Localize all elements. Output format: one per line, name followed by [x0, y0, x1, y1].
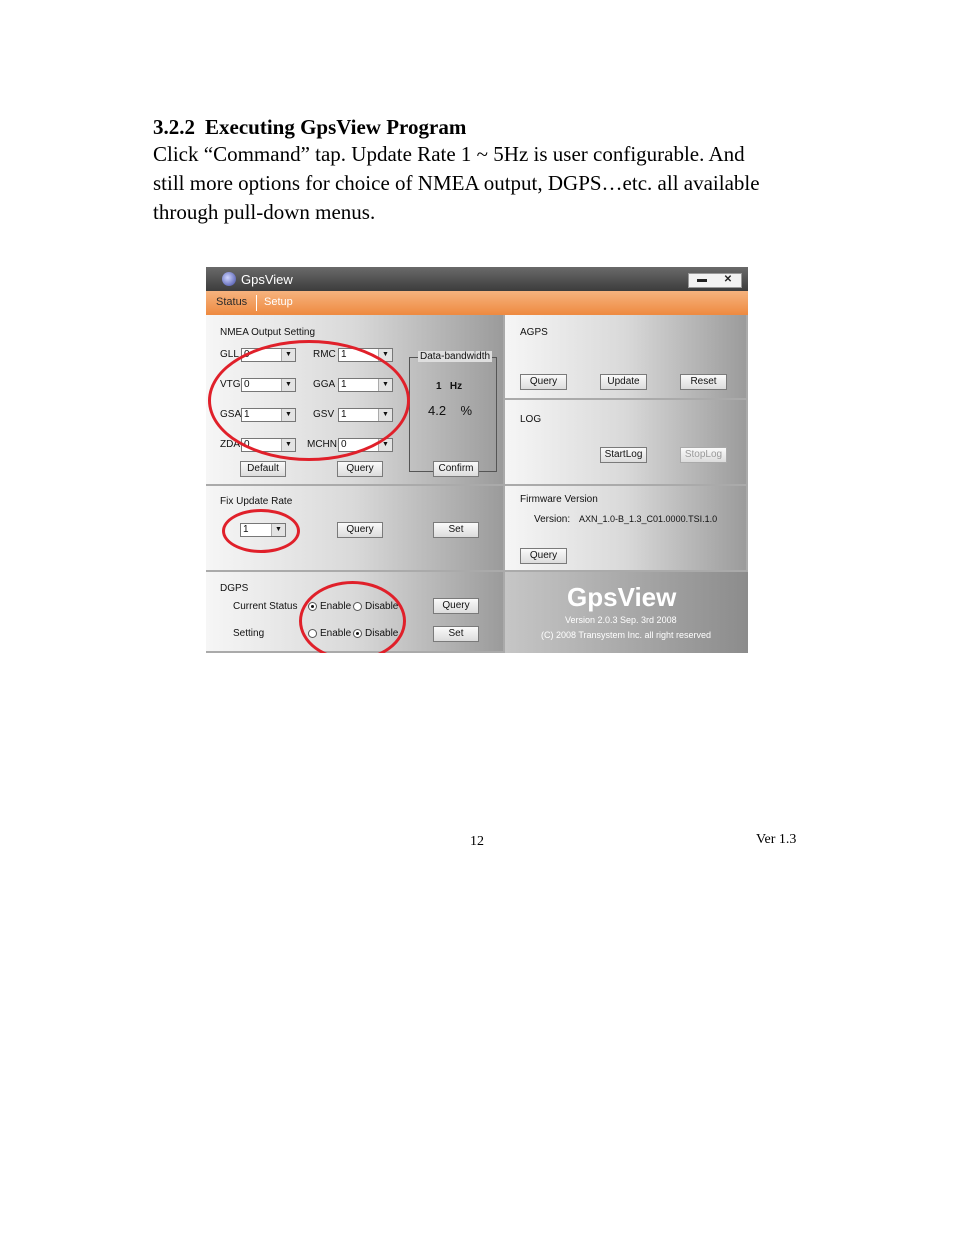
brand-panel: [505, 572, 748, 653]
agps-query-button[interactable]: Query: [520, 374, 567, 390]
bandwidth-percent: 4.2 %: [428, 403, 473, 418]
start-log-button[interactable]: StartLog: [600, 447, 647, 463]
gpsview-logo-icon: [222, 272, 236, 286]
agps-update-button[interactable]: Update: [600, 374, 647, 390]
default-button[interactable]: Default: [240, 461, 286, 477]
dgps-title: DGPS: [220, 583, 249, 594]
vtg-label: VTG: [220, 379, 241, 390]
minimize-icon[interactable]: ▬: [697, 274, 707, 285]
agps-panel: [505, 315, 748, 400]
firmware-panel: [505, 486, 748, 572]
bandwidth-rate: 1 Hz: [436, 381, 463, 392]
close-icon[interactable]: ✕: [723, 274, 733, 285]
gsv-label: GSV: [313, 409, 335, 420]
gsa-label: GSA: [220, 409, 242, 420]
chevron-down-icon[interactable]: ▼: [281, 439, 295, 451]
chevron-down-icon[interactable]: ▼: [271, 524, 285, 536]
fix-set-button[interactable]: Set: [433, 522, 479, 538]
paragraph-line: still more options for choice of NMEA output, DGPS…etc. all available: [153, 171, 760, 195]
version-label: Version:: [534, 514, 571, 525]
setting-enable-label: Enable: [320, 628, 352, 639]
chevron-down-icon[interactable]: ▼: [281, 379, 295, 391]
gsv-value: 1: [341, 409, 347, 420]
window-title: GpsView: [241, 272, 293, 287]
rmc-value: 1: [341, 349, 347, 360]
tab-setup[interactable]: Setup: [264, 296, 293, 308]
annotation-circle-fix-rate: [222, 509, 300, 553]
fix-update-title: Fix Update Rate: [220, 496, 293, 507]
annotation-circle-nmea: [208, 340, 410, 461]
agps-title: AGPS: [520, 327, 548, 338]
chevron-down-icon[interactable]: ▼: [378, 409, 392, 421]
paragraph-line: through pull-down menus.: [153, 200, 376, 224]
agps-reset-button[interactable]: Reset: [680, 374, 727, 390]
setting-label: Setting: [233, 628, 265, 639]
mchn-value: 0: [341, 439, 347, 450]
window-controls: [688, 273, 742, 288]
brand-copyright: (C) 2008 Transystem Inc. all right reserved: [541, 630, 712, 640]
chevron-down-icon[interactable]: ▼: [378, 379, 392, 391]
document-version: Ver 1.3: [756, 832, 797, 847]
page-number: 12: [470, 834, 484, 849]
stop-log-button[interactable]: StopLog: [680, 447, 727, 463]
tab-divider: [256, 295, 257, 311]
title-bar: [206, 267, 748, 291]
setting-disable-label: Disable: [365, 628, 399, 639]
gga-label: GGA: [313, 379, 336, 390]
dgps-set-button[interactable]: Set: [433, 626, 479, 642]
log-panel: [505, 400, 748, 486]
tab-bar: [206, 291, 748, 315]
rmc-label: RMC: [313, 349, 336, 360]
current-status-label: Current Status: [233, 601, 298, 612]
brand-version: Version 2.0.3 Sep. 3rd 2008: [565, 615, 677, 625]
current-disable-label: Disable: [365, 601, 399, 612]
gll-value: 0: [244, 349, 250, 360]
current-enable-label: Enable: [320, 601, 352, 612]
zda-label: ZDA: [220, 439, 240, 450]
confirm-button[interactable]: Confirm: [433, 461, 479, 477]
fix-query-button[interactable]: Query: [337, 522, 383, 538]
nmea-query-button[interactable]: Query: [337, 461, 383, 477]
gsa-value: 1: [244, 409, 250, 420]
section-title: Executing GpsView Program: [205, 115, 467, 139]
gpsview-window-screenshot: [206, 267, 748, 653]
log-title: LOG: [520, 414, 542, 425]
body-paragraph: [153, 140, 813, 227]
firmware-version-value: AXN_1.0-B_1.3_C01.0000.TSI.1.0: [579, 514, 718, 524]
brand-name: GpsView: [567, 582, 677, 612]
section-heading: [153, 115, 466, 140]
chevron-down-icon[interactable]: ▼: [281, 349, 295, 361]
mchn-label: MCHN: [307, 439, 337, 450]
tab-status[interactable]: Status: [216, 296, 248, 308]
section-number: 3.2.2: [153, 115, 195, 139]
dgps-query-button[interactable]: Query: [433, 598, 479, 614]
annotation-circle-dgps: [299, 581, 406, 653]
fix-rate-value: 1: [243, 524, 249, 535]
vtg-value: 0: [244, 379, 250, 390]
chevron-down-icon[interactable]: ▼: [378, 349, 392, 361]
nmea-title: NMEA Output Setting: [220, 327, 316, 338]
firmware-query-button[interactable]: Query: [520, 548, 567, 564]
paragraph-line: Click “Command” tap. Update Rate 1 ~ 5Hz is user configurable. And: [153, 142, 745, 166]
gll-label: GLL: [220, 349, 239, 360]
firmware-title: Firmware Version: [520, 494, 598, 505]
chevron-down-icon[interactable]: ▼: [281, 409, 295, 421]
data-bandwidth-title: Data-bandwidth: [420, 351, 491, 362]
gga-value: 1: [341, 379, 347, 390]
zda-value: 0: [244, 439, 250, 450]
chevron-down-icon[interactable]: ▼: [378, 439, 392, 451]
